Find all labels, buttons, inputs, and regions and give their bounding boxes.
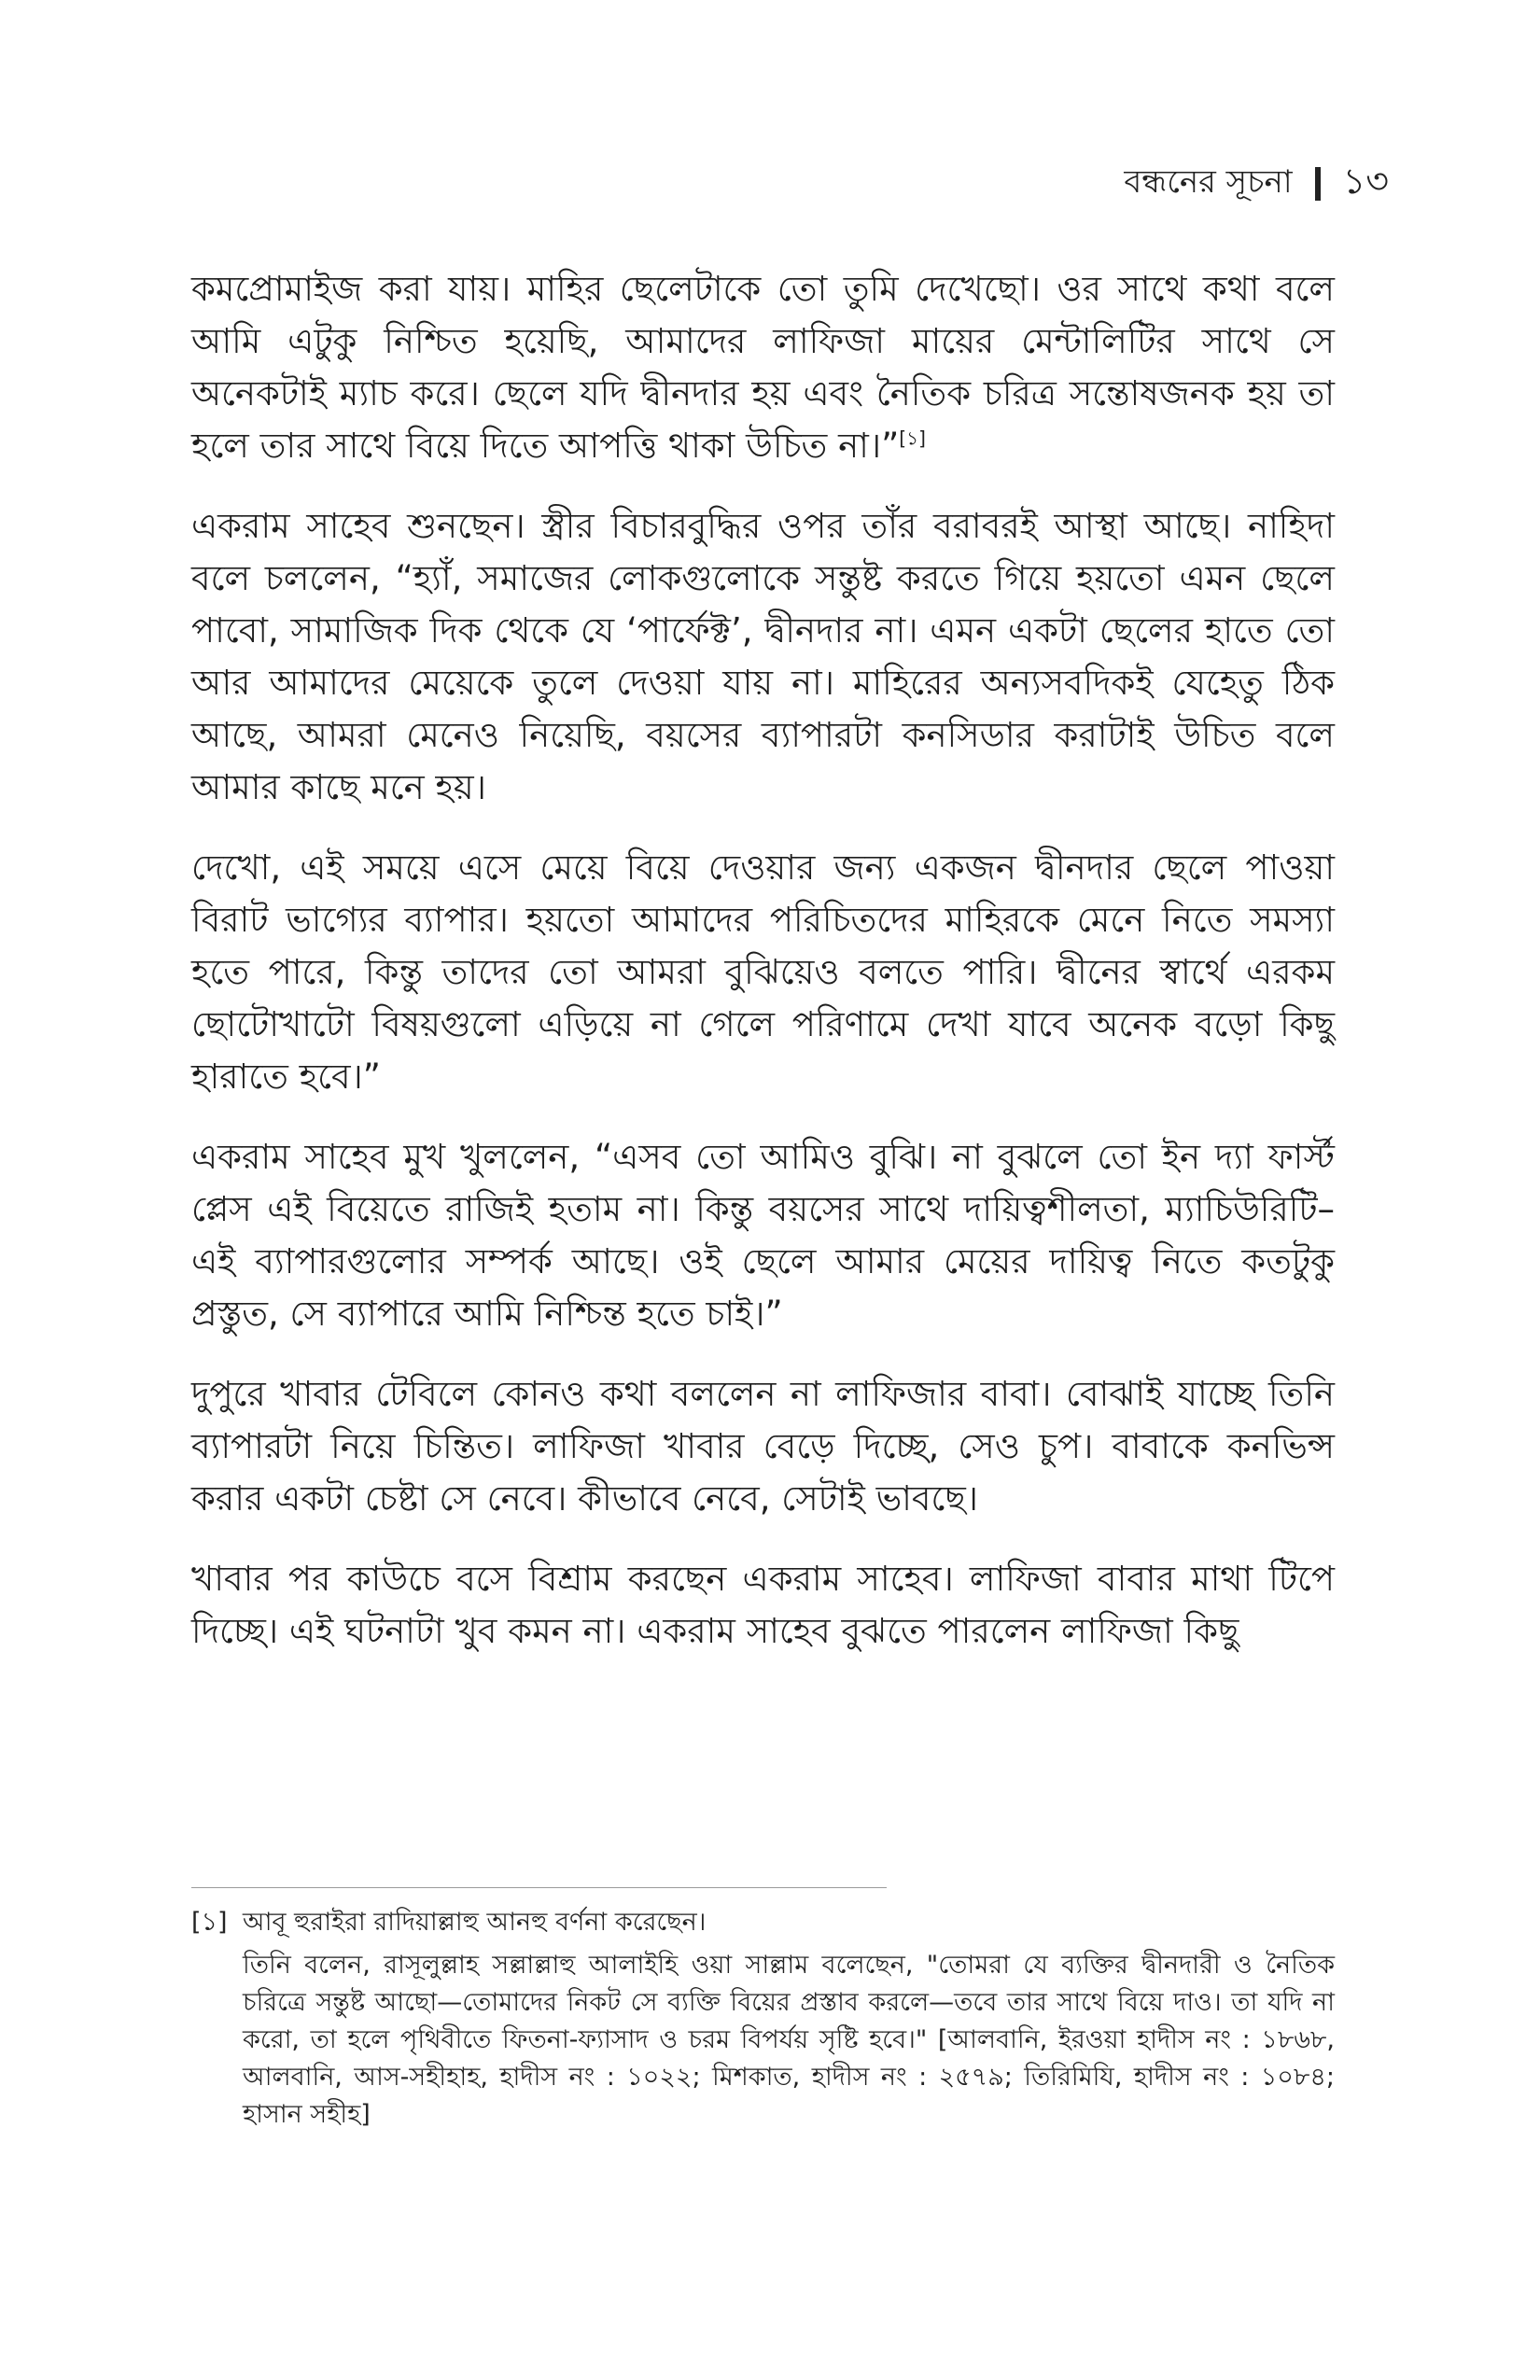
footnotes <box>191 1904 1335 2134</box>
footnote-lead: আবূ হুরাইরা রাদিয়াল্লাহু আনহু বর্ণনা করেছেন। <box>243 1908 707 1937</box>
footnote-divider <box>191 1887 887 1888</box>
footnote-body: তিনি বলেন, রাসূলুল্লাহ সল্লাল্লাহু আলাইহি ওয়া সাল্লাম বলেছেন, "তোমরা যে ব্যক্তির দ্বীনদারী ও নৈতিক চরিত্রে সন্তুষ্ট আছো—তোমাদের নিকট সে ব্যক্তি বিয়ের প্রস্তাব করলে—তবে তার সাথে বিয়ে দাও। তা যদি না করো, তা হলে পৃথিবীতে ফিতনা-ফ্যাসাদ ও চরম বিপর্যয় সৃষ্টি হবে।" [আলবানি, ইরওয়া হাদীস নং : ১৮৬৮, আলবানি, আস-সহীহাহ, হাদীস নং : ১০২২; মিশকাত, হাদীস নং : ২৫৭৯; তিরিমিযি, হাদীস নং : ১০৮৪; হাসান সহীহ] <box>243 1951 1335 2129</box>
footnote-item <box>191 1904 1335 2134</box>
paragraph: খাবার পর কাউচে বসে বিশ্রাম করছেন একরাম সাহেব। লাফিজা বাবার মাথা টিপে দিচ্ছে। এই ঘটনাটা খুব কমন না। একরাম সাহেব বুঝতে পারলেন লাফিজা কিছু <box>191 1559 1335 1651</box>
paragraph: দেখো, এই সময়ে এসে মেয়ে বিয়ে দেওয়ার জন্য একজন দ্বীনদার ছেলে পাওয়া বিরাট ভাগ্যের ব্যাপার। হয়তো আমাদের পরিচিতদের মাহিরকে মেনে নিতে সমস্যা হতে পারে, কিন্তু তাদের তো আমরা বুঝিয়েও বলতে পারি। দ্বীনের স্বার্থে এরকম ছোটোখাটো বিষয়গুলো এড়িয়ে না গেলে পরিণামে দেখা যাবে অনেক বড়ো কিছু হারাতে হবে।” <box>191 847 1335 1097</box>
footnote-text <box>243 1904 1335 2134</box>
paragraph: একরাম সাহেব মুখ খুললেন, “এসব তো আমিও বুঝি। না বুঝলে তো ইন দ্যা ফার্স্ট প্লেস এই বিয়েতে রাজিই হতাম না। কিন্তু বয়সের সাথে দায়িত্বশীলতা, ম্যাচিউরিটি– এই ব্যাপারগুলোর সম্পর্ক আছে। ওই ছেলে আমার মেয়ের দায়িত্ব নিতে কতটুকু প্রস্তুত, সে ব্যাপারে আমি নিশ্চিন্ত হতে চাই।” <box>191 1137 1335 1334</box>
paragraph <box>191 263 1335 472</box>
paragraph: দুপুরে খাবার টেবিলে কোনও কথা বললেন না লাফিজার বাবা। বোঝাই যাচ্ছে তিনি ব্যাপারটা নিয়ে চিন্তিত। লাফিজা খাবার বেড়ে দিচ্ছে, সেও চুপ। বাবাকে কনভিন্স করার একটা চেষ্টা সে নেবে। কীভাবে নেবে, সেটাই ভাবছে। <box>191 1374 1335 1519</box>
header-divider <box>1315 167 1321 201</box>
paragraph-text: কমপ্রোমাইজ করা যায়। মাহির ছেলেটাকে তো তুমি দেখেছো। ওর সাথে কথা বলে আমি এটুকু নিশ্চিত হয়েছি, আমাদের লাফিজা মায়ের মেন্টালিটির সাথে সে অনেকটাই ম্যাচ করে। ছেলে যদি দ্বীনদার হয় এবং নৈতিক চরিত্র সন্তোষজনক হয় তা হলে তার সাথে বিয়ে দিতে আপত্তি থাকা উচিত না।” <box>191 269 1335 466</box>
page-number: ১৩ <box>1342 161 1389 202</box>
footnote-marker: [১] <box>191 1908 228 1937</box>
running-header <box>1124 154 1389 214</box>
body-text <box>191 263 1335 1686</box>
footnote-reference: [১] <box>899 427 926 450</box>
paragraph: একরাম সাহেব শুনছেন। স্ত্রীর বিচারবুদ্ধির ওপর তাঁর বরাবরই আস্থা আছে। নাহিদা বলে চললেন, “হ্যাঁ, সমাজের লোকগুলোকে সন্তুষ্ট করতে গিয়ে হয়তো এমন ছেলে পাবো, সামাজিক দিক থেকে যে ‘পার্ফেক্ট’, দ্বীনদার না। এমন একটা ছেলের হাতে তো আর আমাদের মেয়েকে তুলে দেওয়া যায় না। মাহিরের অন্যসবদিকই যেহেতু ঠিক আছে, আমরা মেনেও নিয়েছি, বয়সের ব্যাপারটা কনসিডার করাটাই উচিত বলে আমার কাছে মনে হয়। <box>191 506 1335 807</box>
chapter-title: বন্ধনের সূচনা <box>1124 162 1293 201</box>
